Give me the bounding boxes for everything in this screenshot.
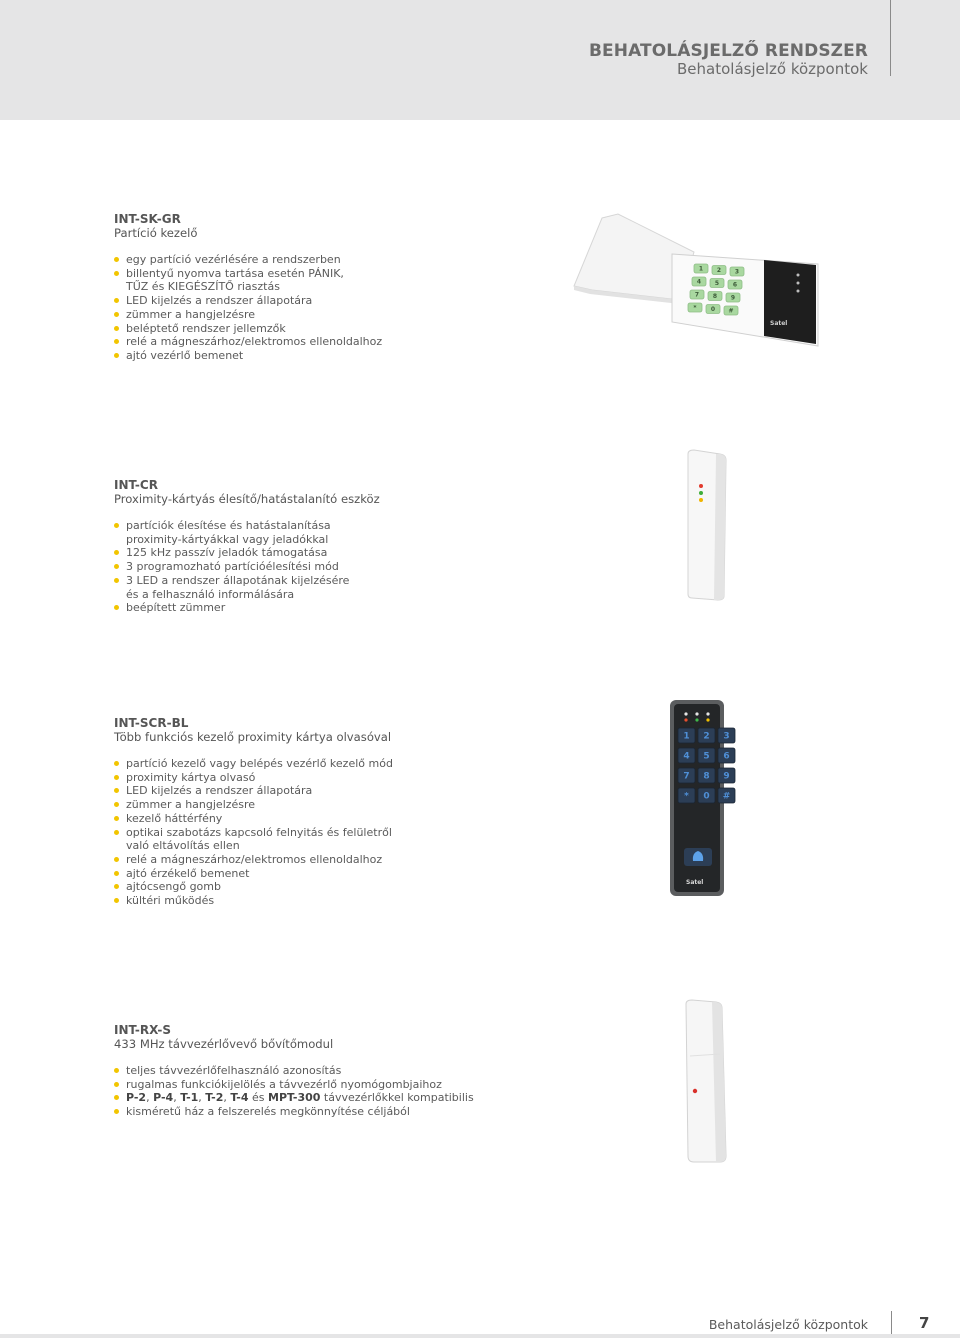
separator: ,	[173, 1091, 181, 1105]
keypad-key-label: 6	[723, 751, 730, 762]
feature-list	[114, 757, 534, 908]
feature-item: relé a mágneszárhoz/elektromos ellenoldalhoz	[114, 853, 534, 867]
keypad-key-label: 1	[683, 731, 690, 742]
keypad-key-label: #	[728, 307, 734, 315]
feature-item: proximity kártya olvasó	[114, 771, 534, 785]
feature-item: kisméretű ház a felszerelés megkönnyítése céljából	[114, 1105, 534, 1119]
product-int-cr	[114, 478, 534, 615]
feature-item: LED kijelzés a rendszer állapotára	[114, 294, 534, 308]
separator: ,	[223, 1091, 231, 1105]
led-indicator	[797, 282, 800, 285]
model-t1: T-1	[180, 1091, 199, 1105]
product-description: Több funkciós kezelő proximity kártya olvasóval	[114, 730, 392, 744]
reader-shadow	[714, 454, 726, 600]
feature-list	[114, 253, 534, 363]
brand-logo: Satel	[686, 879, 704, 886]
feature-item: beépített zümmer	[114, 601, 534, 615]
led-indicator	[684, 712, 687, 715]
product-int-scr-bl	[114, 716, 534, 908]
led-red	[693, 1089, 697, 1093]
keypad-key-label: #	[722, 791, 731, 802]
led-green	[699, 491, 703, 495]
keypad-key-label: 0	[703, 791, 710, 802]
feature-item: partíciók élesítése és hatástalanítása proximity-kártyákkal vagy jeladókkal	[114, 519, 534, 546]
header-divider	[890, 0, 891, 76]
keypad-key-label: 7	[694, 291, 700, 299]
feature-item: relé a mágneszárhoz/elektromos ellenoldalhoz	[114, 335, 534, 349]
model-mpt-300: MPT-300	[268, 1091, 321, 1105]
model-t4: T-4	[230, 1091, 249, 1105]
keypad-key-label: *	[684, 791, 689, 802]
product-description: Proximity-kártyás élesítő/hatástalanító eszköz	[114, 492, 380, 506]
keypad-key-label: 4	[683, 751, 690, 762]
feature-item: LED kijelzés a rendszer állapotára	[114, 784, 534, 798]
led-yellow	[699, 498, 703, 502]
keypad-key-label: 2	[703, 731, 710, 742]
separator: ,	[198, 1091, 206, 1105]
keypad-key-label: 0	[710, 306, 716, 314]
feature-item: kültéri működés	[114, 894, 534, 908]
led-indicator	[695, 712, 698, 715]
keypad-key-label: 3	[723, 731, 730, 742]
product-description: Partíció kezelő	[114, 226, 198, 240]
feature-item: 3 LED a rendszer állapotának kijelzésére és a felhasználó informálására	[114, 574, 534, 601]
feature-item: partíció kezelő vagy belépés vezérlő kezelő mód	[114, 757, 534, 771]
model-p4: P-4	[153, 1091, 174, 1105]
feature-item: rugalmas funkciókijelölés a távvezérlő nyomógombjaihoz	[114, 1078, 534, 1092]
keypad-key-label: 9	[730, 294, 736, 302]
product-code: INT-SK-GR	[114, 212, 181, 226]
brand-logo: Satel	[770, 320, 788, 327]
int-scr-bl-image	[668, 698, 731, 898]
page-header	[0, 0, 960, 120]
led-green	[695, 718, 698, 721]
feature-list	[114, 1064, 534, 1119]
feature-item: ajtó vezérlő bemenet	[114, 349, 534, 363]
footer-bar	[0, 1334, 960, 1338]
int-rx-s-image	[676, 996, 738, 1168]
keypad-key-label: 7	[683, 771, 690, 782]
feature-list	[114, 519, 534, 615]
feature-item: egy partíció vezérlésére a rendszerben	[114, 253, 534, 267]
int-sk-gr-image	[572, 212, 822, 352]
keypad-key-label: 6	[732, 281, 738, 289]
header-subtitle: Behatolásjelző központok	[677, 60, 868, 78]
keypad-key-label: 9	[723, 771, 730, 782]
product-int-rx-s	[114, 1023, 534, 1119]
separator: és	[248, 1091, 269, 1105]
led-red	[699, 484, 703, 488]
footer-divider	[891, 1311, 892, 1335]
feature-item: 3 programozható partícióélesítési mód	[114, 560, 534, 574]
led-indicator	[797, 290, 800, 293]
product-code: INT-SCR-BL	[114, 716, 189, 730]
led-yellow	[706, 718, 709, 721]
product-code: INT-RX-S	[114, 1023, 172, 1037]
keypad-key-label: 3	[734, 268, 740, 276]
feature-item: zümmer a hangjelzésre	[114, 308, 534, 322]
led-indicator	[706, 712, 709, 715]
keypad-key-label: 8	[712, 293, 718, 301]
feature-item: ajtó érzékelő bemenet	[114, 867, 534, 881]
feature-item-compatibility	[114, 1091, 534, 1105]
separator: ,	[146, 1091, 154, 1105]
feature-item: zümmer a hangjelzésre	[114, 798, 534, 812]
feature-item: billentyű nyomva tartása esetén PÁNIK, TŰZ és KIEGÉSZÍTŐ riasztás	[114, 267, 534, 294]
compat-text: távvezérlőkkel kompatibilis	[320, 1091, 474, 1105]
int-cr-image	[680, 448, 732, 602]
product-code: INT-CR	[114, 478, 158, 492]
keypad-key-label: 8	[703, 771, 710, 782]
led-indicator	[797, 274, 800, 277]
feature-item: beléptető rendszer jellemzők	[114, 322, 534, 336]
keypad-key-label: 2	[716, 267, 722, 275]
model-t2: T-2	[205, 1091, 224, 1105]
keypad-key-label: 1	[698, 265, 704, 273]
page-number: 7	[919, 1314, 930, 1332]
footer-section-title: Behatolásjelző központok	[708, 1317, 868, 1332]
model-p2: P-2	[126, 1091, 147, 1105]
product-description: 433 MHz távvezérlővevő bővítőmodul	[114, 1037, 334, 1051]
feature-item: optikai szabotázs kapcsoló felnyitás és felületről való eltávolítás ellen	[114, 826, 534, 853]
keypad-panel	[764, 260, 816, 344]
product-int-sk-gr	[114, 212, 534, 363]
header-title: BEHATOLÁSJELZŐ RENDSZER	[589, 41, 868, 61]
feature-item: 125 kHz passzív jeladók támogatása	[114, 546, 534, 560]
keypad-key-label: 4	[696, 278, 702, 286]
led-red	[684, 718, 687, 721]
keypad-key-label: 5	[714, 280, 720, 288]
keypad-key-label: 5	[703, 751, 710, 762]
feature-item: ajtócsengő gomb	[114, 880, 534, 894]
feature-item: teljes távvezérlőfelhasználó azonosítás	[114, 1064, 534, 1078]
feature-item: kezelő háttérfény	[114, 812, 534, 826]
keypad-key-label: *	[693, 304, 697, 312]
